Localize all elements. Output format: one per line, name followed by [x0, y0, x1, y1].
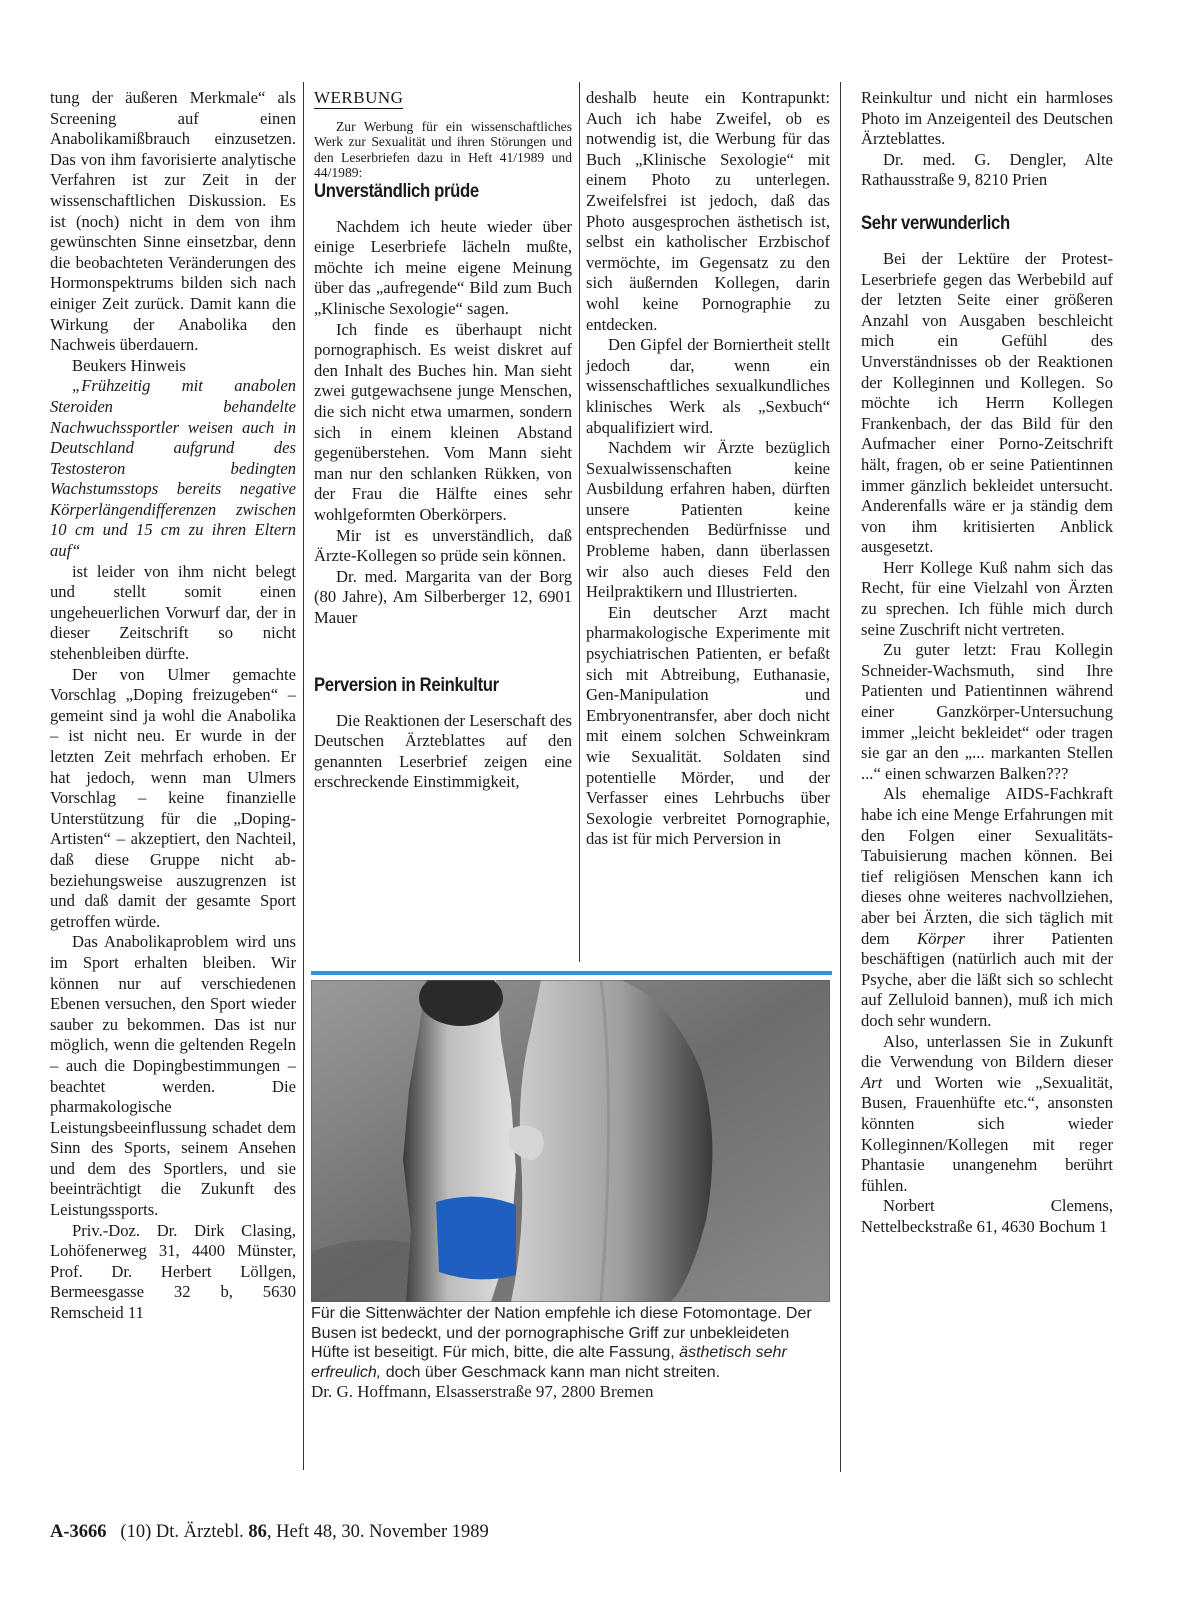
- paragraph: Zu guter letzt: Frau Kollegin Schneider-Wachsmuth, sind Ihre Patienten und Patientinnen während einer Ganzkörper-Untersuchung immer „leicht bekleidet“ oder tragen sie gar an den „... markanten Stellen ...“ einen schwarzen Balken???: [861, 640, 1113, 783]
- photo-caption: [311, 1304, 830, 1402]
- paragraph: Herr Kollege Kuß nahm sich das Recht, für eine Vielzahl von Ärzten zu sprechen. Ich fühle mich durch seine Zuschrift nicht vertreten.: [861, 557, 1113, 639]
- paragraph: Der von Ulmer gemachte Vorschlag „Doping freizugeben“ – gemeint sind ja wohl die Anabolika – ist nicht neu. Er wurde in der letzten Zeit mehrfach erhoben. Er hat jedoch, wenn man Ulmers Vorschlag – keine finanzielle Unterstützung für die „Doping-Artisten“ – akzeptiert, den Nachteil, daß diese Gruppe nicht ab- beziehungsweise auszugrenzen ist und daß damit der gesamte Sport getroffen würde.: [50, 664, 296, 931]
- text-run: Als ehemalige AIDS-Fachkraft habe ich eine Menge Erfahrungen mit den Folgen einer Sexualitäts-Tabuisierung machen können. Bei tief religiösen Menschen kann ich dieses ohne weiteres nachvollziehen, aber bei Ärzten, die sich täglich mit dem: [861, 784, 1113, 948]
- text-run: doch über Geschmack kann man nicht streiten.: [385, 1363, 721, 1381]
- letter-signature: Dr. med. G. Dengler, Alte Rathausstraße 9, 8210 Prien: [861, 149, 1113, 190]
- paragraph: Die Reaktionen der Leserschaft des Deutschen Ärzteblattes auf den genannten Leserbrief zeigen eine erschreckende Einstimmigkeit,: [314, 710, 572, 792]
- issue-info: , Heft 48, 30. November 1989: [266, 1522, 489, 1542]
- paragraph: Nachdem wir Ärzte bezüglich Sexualwissenschaften keine Ausbildung erfahren haben, dürften unsere Patienten keine entsprechenden Bedürfnisse und Probleme haben, dann überlassen wir also auch dieses Feld den Heilpraktikern und Illustrierten.: [586, 438, 830, 602]
- journal-name: Dt. Ärztebl.: [155, 1522, 244, 1542]
- letter-signature: Dr. med. Margarita van der Borg (80 Jahre), Am Silberberger 12, 6901 Mauer: [314, 566, 572, 627]
- paragraph: Beukers Hinweis: [72, 355, 186, 375]
- paragraph: Den Gipfel der Borniertheit stellt jedoch dar, wenn ein wissenschaftliches sexualkundliches klinisches Werk als „Sexbuch“ abqualifiziert wird.: [586, 335, 830, 437]
- journal-volume: 86: [248, 1522, 267, 1542]
- paragraph: Mir ist es unverständlich, daß Ärzte-Kollegen so prüde sein können.: [314, 525, 572, 566]
- paragraph: ist leider von ihm nicht belegt und stellt somit einen ungeheuerlichen Vorwurf dar, der in dieser Zeitschrift so nicht stehenbleiben dürfte.: [50, 561, 296, 664]
- paragraph: Das Anabolikaproblem wird uns im Sport erhalten bleiben. Wir können nur auf verschiedenen Ebenen versuchen, den Sport wieder sauber zu bekommen. Das ist nur möglich, wenn die geltenden Regeln – auch die Dopingbestimmungen – beachtet werden. Die pharmakologische Leistungsbeeinflussung schadet dem Sinn des Sports, seinem Ansehen und dem des Sportlers, und sie beeinträchtigt die Zukunft des Leistungssports.: [50, 932, 296, 1220]
- letter-signature: Priv.-Doz. Dr. Dirk Clasing, Lohöfenerweg 31, 4400 Münster, Prof. Dr. Herbert Löllgen, Bermeesgasse 32 b, 5630 Remscheid 11: [50, 1220, 296, 1323]
- page-footer: [50, 1521, 489, 1543]
- paragraph: Reinkultur und nicht ein harmloses Photo im Anzeigenteil des Deutschen Ärzteblattes.: [861, 88, 1113, 149]
- text-run: und Worten wie „Sexualität, Busen, Frauenhüfte etc.“, ansonsten könnten sich wieder Kolleginnen/Kollegen mit reger Phantasie unangenehm berührt fühlen.: [861, 1072, 1113, 1195]
- accent-rule: [311, 971, 832, 975]
- column-3: [586, 88, 830, 850]
- column-2: [314, 88, 572, 793]
- caption-signature: Dr. G. Hoffmann, Elsasserstraße 97, 2800 Bremen: [311, 1382, 654, 1402]
- paragraph: Ich finde es überhaupt nicht pornographisch. Es weist diskret auf den Inhalt des Buches hin. Man sieht zwei gutgewachsene junge Menschen, die sich nicht etwa umarmen, sondern sich in einem kleinen Abstand gegenüberstehen. Vom Mann sieht man nur den schlanken Rükken, von der Frau die Hälfte eines sehr wohlgeformten Oberkörpers.: [314, 319, 572, 524]
- headline-sehr-verwunderlich: Sehr verwunderlich: [861, 212, 1010, 234]
- intro-text: Zur Werbung für ein wissenschaftliches Werk zur Sexualität und ihren Störungen und den Leserbriefen dazu in Heft 41/1989 und 44/1989:: [314, 119, 572, 181]
- paragraph: Ein deutscher Arzt macht pharmakologische Experimente mit psychiatrischen Patienten, er befaßt sich mit Abtreibung, Euthanasie, Gen-Manipulation und Embryonentransfer, aber doch nicht mit einem solchen Schweinkram wie Sexualität. Soldaten sind potentielle Mörder, und der Verfasser eines Lehrbuchs über Sexologie verbreitet Pornographie, das ist für mich Perversion in: [586, 602, 830, 849]
- paragraph: Bei der Lektüre der Protest-Leserbriefe gegen das Werbebild auf der letzten Seite einer größeren Anzahl von Ausgaben beschleicht mich ein Gefühl des Unverständnisses ob der Reaktionen der Kolleginnen und Kollegen. So möchte ich Herrn Kollegen Frankenbach, der das Bild für den Aufmacher einer Porno-Zeitschrift hält, fragen, ob er seine Patientinnen immer gänzlich bekleidet untersucht. Anderenfalls wäre er ja ständig dem von ihm kritisierten Anblick ausgesetzt.: [861, 248, 1113, 557]
- column-1: [50, 88, 296, 1324]
- text-run: Also, unterlassen Sie in Zukunft die Verwendung von Bildern dieser: [861, 1031, 1113, 1072]
- column-divider: [579, 82, 580, 962]
- section-kicker: WERBUNG: [314, 88, 404, 107]
- page-number: (10): [120, 1522, 152, 1542]
- headline-perversion: Perversion in Reinkultur: [314, 674, 499, 696]
- text-run: ihrer Patienten beschäftigen (natürlich auch mit der Psyche, aber die läßt sich so schlecht auf Zelluloid bannen), muß ich mich doch sehr wundern.: [861, 928, 1113, 1030]
- paragraph: deshalb heute ein Kontrapunkt: Auch ich habe Zweifel, ob es notwendig ist, die Werbung für das Buch „Klinische Sexologie“ mit einem Photo zu unterlegen. Zweifelsfrei ist jedoch, daß das Photo ausgesprochen ästhetisch ist, selbst ein katholischer Erzbischof vermöchte, im Gegensatz zu den sich äußernden Kollegen, darin wohl keine Pornographie zu entdecken.: [586, 88, 830, 334]
- paragraph: [861, 1032, 1113, 1197]
- quote: „Frühzeitig mit anabolen Steroiden behandelte Nachwuchssportler weisen auch in Deutschland aufgrund des Testosteron bedingten Wachstumsstops bereits negative Körperlängendifferenzen zwischen 10 cm und 15 cm zu ihren Eltern auf“: [50, 376, 296, 561]
- paragraph: tung der äußeren Merkmale“ als Screening auf einen Anabolikamißbrauch einzusetzen. Das von ihm favorisierte analytische Verfahren ist zur Zeit in der wissenschaftlichen Diskussion. Es ist (noch) nicht in dem von ihm gewünschten Sinne einsetzbar, denn die beobachteten Veränderungen des Hormonspektrums bilden sich nach einiger Zeit zurück. Damit kann die Wirkung der Anabolika den Nachweis überdauern.: [50, 88, 296, 355]
- page-folio: A-3666: [50, 1522, 107, 1542]
- headline-unverstaendlich: Unverständlich prüde: [314, 180, 479, 202]
- caption-text: [311, 1304, 830, 1382]
- letter-signature: Norbert Clemens, Nettelbeckstraße 61, 4630 Bochum 1: [861, 1196, 1113, 1236]
- text-run-italic: Körper: [917, 928, 965, 948]
- photomontage-image: [311, 980, 830, 1302]
- paragraph: [861, 784, 1113, 1031]
- column-4: [861, 88, 1113, 1237]
- text-run: Für die Sittenwächter der Nation empfehle ich diese Fotomontage. Der Busen ist bedeckt, und der pornographische Griff zur unbekleideten Hüfte ist beseitigt. Für mich, bitte, die alte Fassung,: [311, 1305, 812, 1362]
- text-run-italic: Art: [861, 1072, 883, 1092]
- column-divider: [840, 82, 841, 1472]
- text-run-italic: ästhetisch sehr erfreulich,: [311, 1344, 787, 1381]
- photo-figures: [311, 980, 830, 1302]
- column-divider: [303, 82, 304, 1470]
- paragraph: Nachdem ich heute wieder über einige Leserbriefe lächeln mußte, möchte ich meine eigene Meinung über das „aufregende“ Bild zum Buch „Klinische Sexologie“ sagen.: [314, 216, 572, 318]
